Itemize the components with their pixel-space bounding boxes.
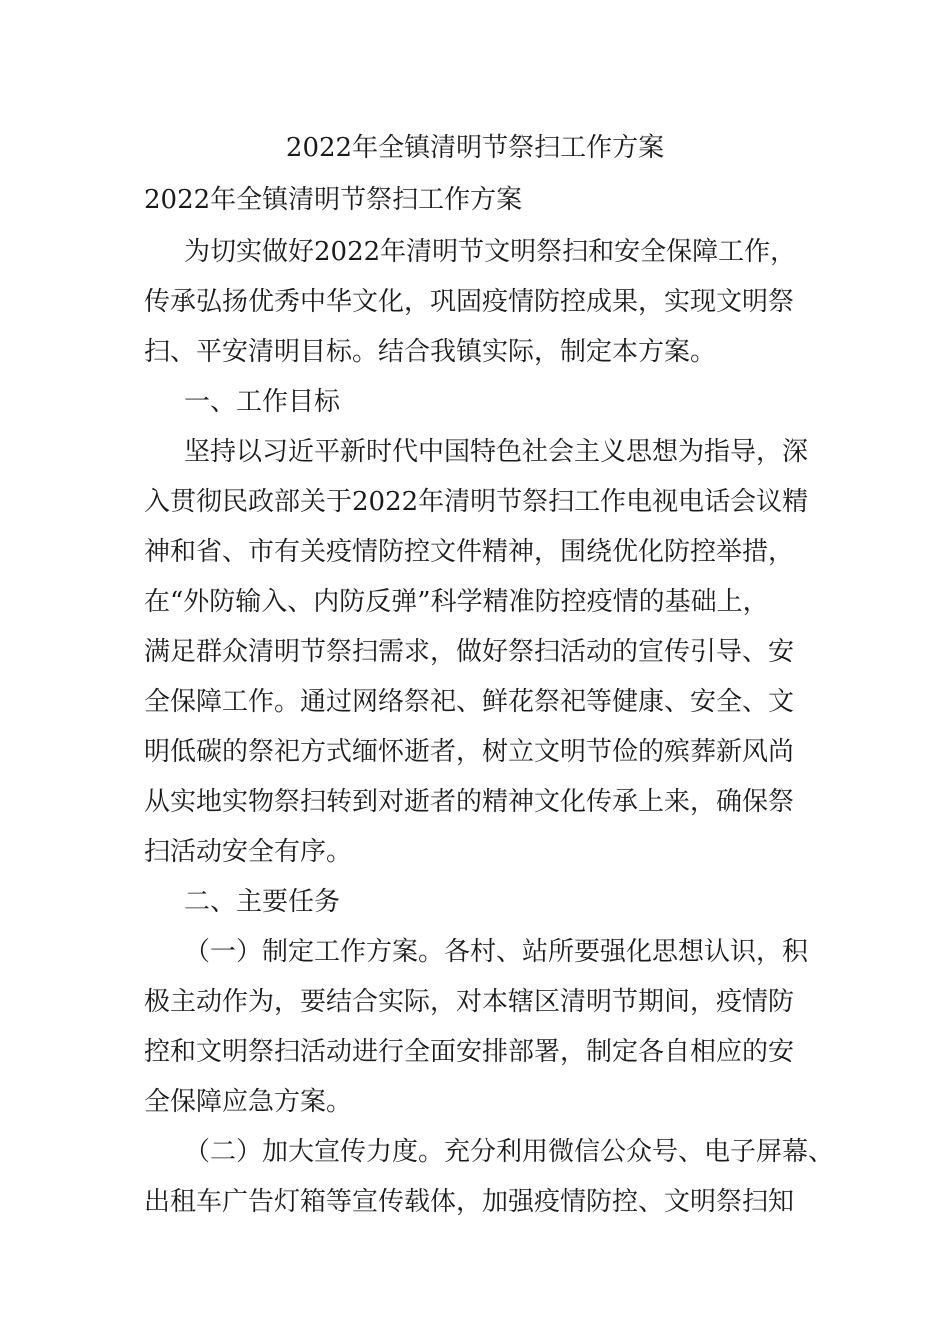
paragraph-line: 明低碳的祭祀方式缅怀逝者，树立文明节俭的殡葬新风尚 — [144, 737, 795, 767]
section-heading: 二、主要任务 — [184, 887, 341, 917]
paragraph-line: 满足群众清明节祭扫需求，做好祭扫活动的宣传引导、安 — [144, 637, 795, 667]
paragraph-line: 在“外防输入、内防反弹”科学精准防控疫情的基础上， — [144, 587, 769, 617]
paragraph-line: 全保障工作。通过网络祭祀、鲜花祭祀等健康、安全、文 — [144, 687, 795, 717]
paragraph-line: 扫、平安清明目标。结合我镇实际，制定本方案。 — [144, 337, 717, 367]
paragraph-line: （一）制定工作方案。各村、站所要强化思想认识，积 — [184, 937, 809, 967]
paragraph-line: 为切实做好2022年清明节文明祭扫和安全保障工作， — [184, 237, 797, 267]
document-title: 2022年全镇清明节祭扫工作方案 — [285, 133, 665, 163]
paragraph-line: 扫活动安全有序。 — [144, 837, 353, 867]
document-subtitle: 2022年全镇清明节祭扫工作方案 — [144, 185, 523, 215]
paragraph-line: 传承弘扬优秀中华文化，巩固疫情防控成果，实现文明祭 — [144, 287, 795, 317]
paragraph-line: 坚持以习近平新时代中国特色社会主义思想为指导，深 — [184, 437, 809, 467]
paragraph-line: 入贯彻民政部关于2022年清明节祭扫工作电视电话会议精 — [144, 487, 809, 517]
paragraph-line: 从实地实物祭扫转到对逝者的精神文化传承上来，确保祭 — [144, 787, 795, 817]
paragraph-line: 神和省、市有关疫情防控文件精神，围绕优化防控举措， — [144, 537, 795, 567]
paragraph-line: 出租车广告灯箱等宣传载体，加强疫情防控、文明祭扫知 — [144, 1187, 795, 1217]
paragraph-line: 极主动作为，要结合实际，对本辖区清明节期间，疫情防 — [144, 987, 795, 1017]
paragraph-line: 控和文明祭扫活动进行全面安排部署，制定各自相应的安 — [144, 1037, 795, 1067]
section-heading: 一、工作目标 — [184, 387, 341, 417]
paragraph-line: 全保障应急方案。 — [144, 1087, 353, 1117]
paragraph-line: （二）加大宣传力度。充分利用微信公众号、电子屏幕、 — [184, 1137, 835, 1167]
